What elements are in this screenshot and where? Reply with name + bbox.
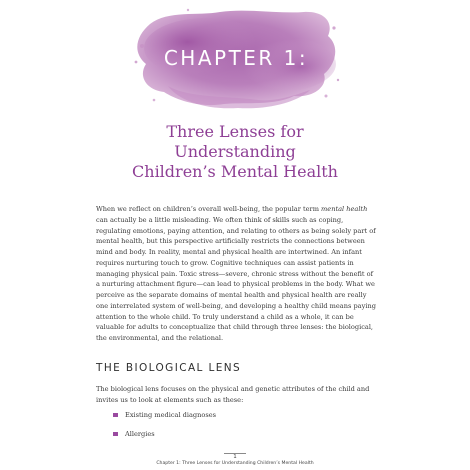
chapter-title [60,122,410,182]
section-paragraph: The biological lens focuses on the physical and genetic attributes of the child and invites us to look at elements such as these: [96,385,370,404]
chapter-title-line: Children’s Mental Health [132,162,338,181]
chapter-label: CHAPTER 1: [163,46,309,70]
intro-paragraph [96,204,378,344]
chapter-title-line: Understanding [174,142,296,161]
list-item-text: Existing medical diagnoses [125,411,217,419]
chapter-banner [128,6,344,112]
intro-text-start: When we reflect on children’s overall well-being, the popular term [96,205,322,213]
chapter-title-line: Three Lenses for [166,122,304,141]
list-item-text: Allergies [125,430,155,438]
bullet-list [113,410,216,448]
intro-text-end: can actually be a little misleading. We often think of skills such as coping, regulating emotions, paying attention, and relating to others as being solely part of mental health, but this perspective artificially restricts the connections between mind and body. In reality, mental and physical health are intertwined. An infant requires nurturing touch to grow. Cognitive techniques can assist patients in managing physical pain. Toxic stress—severe, chronic stress without the benefit of a nurturing attachment figure—can lead to physical problems in the body. What we perceive as the separate domains of mental health and physical health are really one interrelated system of well-being, and developing a healthy child means paying attention to the whole child. To truly understand a child as a whole, it can be valuable for adults to conceptualize that child through three lenses: the biological, the environmental, and the relational. [96,215,376,342]
running-footer: Chapter 1: Three Lenses for Understanding Children’s Mental Health [156,461,314,466]
square-bullet-icon [113,432,118,437]
square-bullet-icon [113,413,118,418]
intro-emphasis: mental health [321,205,368,213]
section-heading: THE BIOLOGICAL LENS [96,362,242,374]
page-number: 1 [233,454,237,460]
list-item [113,410,216,420]
list-item [113,429,216,439]
